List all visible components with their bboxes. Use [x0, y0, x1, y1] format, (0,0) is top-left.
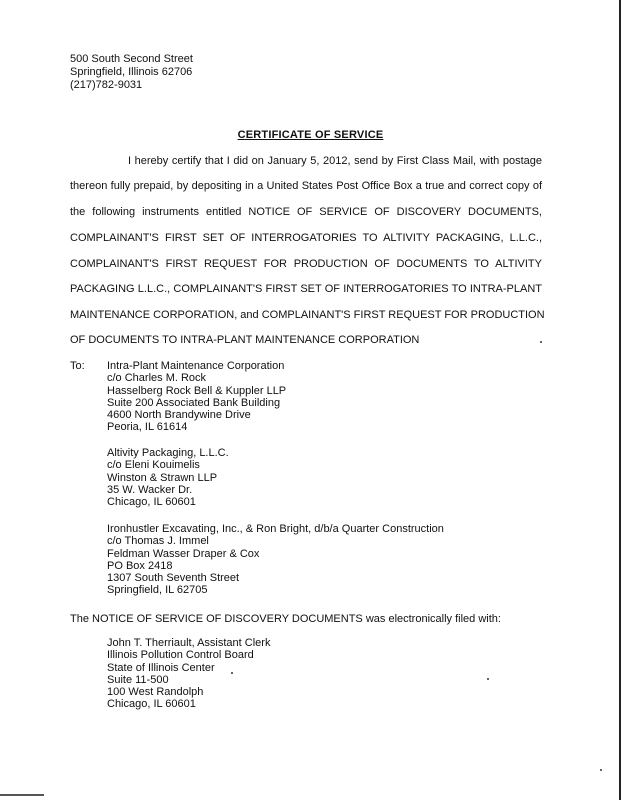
- certificate-title: CERTIFICATE OF SERVICE: [237, 129, 384, 141]
- body-line: the following instruments entitled NOTICE OF SERVICE OF DISCOVERY DOCUMENTS,: [70, 206, 542, 218]
- recipient-line: c/o Eleni Kouimelis: [107, 459, 200, 472]
- recipient-line: Winston & Strawn LLP: [107, 471, 218, 484]
- recipient-block: [107, 523, 444, 597]
- clerk-line: 100 West Randolph: [107, 686, 204, 699]
- recipient-line: Ironhustler Excavating, Inc., & Ron Bright, d/b/a Quarter Construction: [107, 523, 444, 535]
- recipient-line: c/o Charles M. Rock: [107, 372, 207, 385]
- recipient-line: PO Box 2418: [107, 559, 173, 572]
- body-line: COMPLAINANT'S FIRST REQUEST FOR PRODUCTION OF DOCUMENTS TO ALTIVITY: [70, 258, 542, 270]
- recipient-line: 1307 South Seventh Street: [107, 572, 240, 585]
- sender-address: [70, 53, 193, 92]
- scan-speck: [540, 341, 542, 343]
- scan-speck: [600, 769, 602, 771]
- recipient-line: Intra-Plant Maintenance Corporation: [107, 360, 285, 372]
- body-line: OF DOCUMENTS TO INTRA-PLANT MAINTENANCE CORPORATION: [70, 334, 420, 346]
- clerk-line: John T. Therriault, Assistant Clerk: [107, 637, 271, 649]
- sender-phone: (217)782-9031: [70, 79, 143, 91]
- sender-city: Springfield, Illinois 62706: [70, 66, 193, 78]
- body-line: I hereby certify that I did on January 5, 2012, send by First Class Mail, with postage: [128, 155, 542, 167]
- body-line: MAINTENANCE CORPORATION, and COMPLAINANT'S FIRST REQUEST FOR PRODUCTION: [70, 309, 545, 321]
- recipient-line: Suite 200 Associated Bank Building: [107, 396, 281, 409]
- scan-speck: [231, 672, 233, 674]
- scan-footer-mark: [0, 794, 44, 796]
- recipient-line: Peoria, IL 61614: [107, 421, 188, 434]
- body-line: PACKAGING L.L.C., COMPLAINANT'S FIRST SET OF INTERROGATORIES TO INTRA-PLANT: [70, 283, 542, 295]
- clerk-address: [107, 637, 270, 711]
- clerk-line: Suite 11-500: [107, 673, 169, 686]
- filed-with-statement: The NOTICE OF SERVICE OF DISCOVERY DOCUMENTS was electronically filed with:: [70, 613, 501, 625]
- body-line: thereon fully prepaid, by depositing in a United States Post Office Box a true and correct copy of: [70, 180, 542, 192]
- clerk-line: State of Illinois Center: [107, 661, 215, 674]
- recipient-line: Altivity Packaging, L.L.C.: [107, 447, 229, 459]
- sender-street: 500 South Second Street: [70, 53, 193, 65]
- recipient-line: 35 W. Wacker Dr.: [107, 483, 193, 496]
- recipient-line: 4600 North Brandywine Drive: [107, 409, 251, 422]
- scan-speck: [487, 678, 489, 680]
- to-label: To:: [70, 360, 85, 372]
- recipient-line: c/o Thomas J. Immel: [107, 535, 209, 548]
- clerk-line: Illinois Pollution Control Board: [107, 649, 254, 662]
- recipient-line: Feldman Wasser Draper & Cox: [107, 547, 260, 560]
- recipient-block: [107, 360, 286, 434]
- clerk-line: Chicago, IL 60601: [107, 698, 196, 711]
- recipient-line: Hasselberg Rock Bell & Kuppler LLP: [107, 384, 287, 397]
- recipient-line: Chicago, IL 60601: [107, 496, 196, 509]
- recipient-block: [107, 447, 229, 508]
- body-line: COMPLAINANT'S FIRST SET OF INTERROGATORIES TO ALTIVITY PACKAGING, L.L.C.,: [70, 232, 542, 244]
- recipient-line: Springfield, IL 62705: [107, 584, 208, 597]
